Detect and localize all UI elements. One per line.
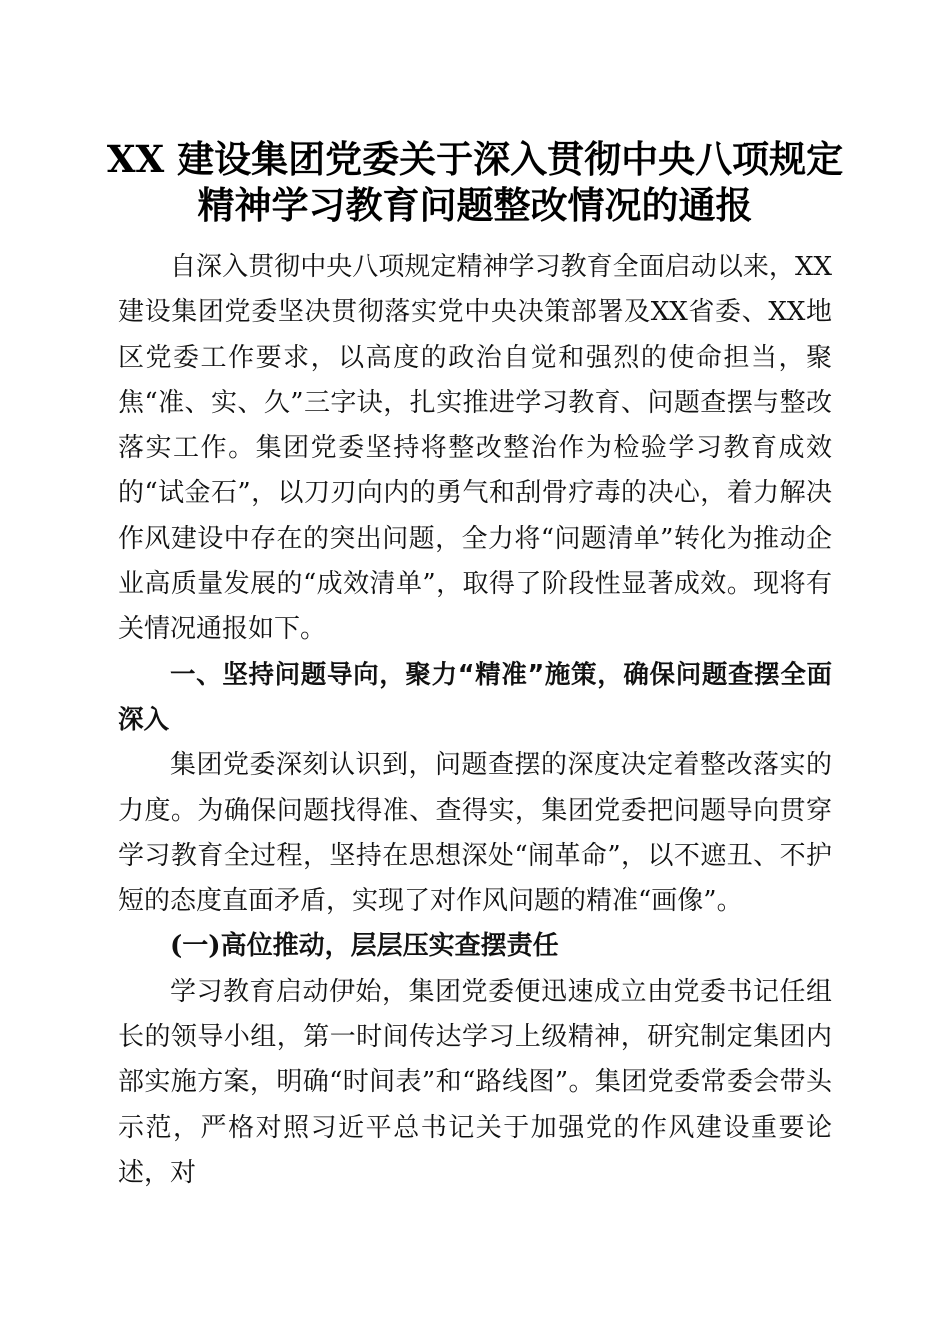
document-body [118, 245, 832, 1196]
document-title-line-2: 精神学习教育问题整改情况的通报 [197, 183, 753, 227]
section-heading-1: 一、坚持问题导向，聚力“精准”施策，确保问题查摆全面深入 [118, 659, 832, 735]
section-1-paragraph: 集团党委深刻认识到，问题查摆的深度决定着整改落实的力度。为确保问题找得准、查得实，集团党委把问题导向贯穿学习教育全过程，坚持在思想深处“闹革命”，以不遮丑、不护短的态度直面矛盾，实现了对作风问题的精准“画像”。 [118, 750, 832, 917]
intro-paragraph: 自深入贯彻中央八项规定精神学习教育全面启动以来，XX建设集团党委坚决贯彻落实党中央决策部署及XX省委、XX地区党委工作要求，以高度的政治自觉和强烈的使命担当，聚焦“准、实、久”三字诀，扎实推进学习教育、问题查摆与整改落实工作。集团党委坚持将整改整治作为检验学习教育成效的“试金石”，以刀刃向内的勇气和刮骨疗毒的决心，着力解决作风建设中存在的突出问题，全力将“问题清单”转化为推动企业高质量发展的“成效清单”，取得了阶段性显著成效。现将有关情况通报如下。 [118, 252, 832, 645]
document-title-line-1: XX 建设集团党委关于深入贯彻中央八项规定 [106, 137, 844, 181]
subsection-heading-1: (一)高位推动，层层压实查摆责任 [170, 931, 559, 962]
subsection-1-paragraph: 学习教育启动伊始，集团党委便迅速成立由党委书记任组长的领导小组，第一时间传达学习上级精神，研究制定集团内部实施方案，明确“时间表”和“路线图”。集团党委常委会带头示范，严格对照习近平总书记关于加强党的作风建设重要论述，对 [118, 976, 832, 1188]
